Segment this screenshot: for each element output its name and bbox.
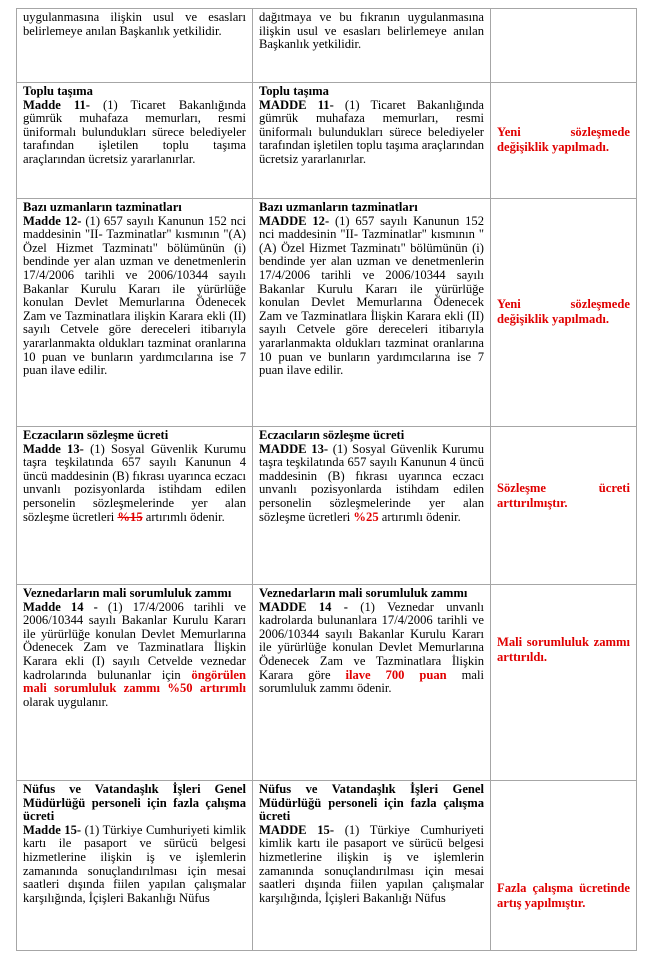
article-heading: Eczacıların sözleşme ücreti: [259, 428, 405, 442]
paragraph-end: artırımlı ödenir.: [378, 509, 461, 524]
paragraph: dağıtmaya ve bu fıkranın uygulanmasına ilişkin usul ve esasları belirlemeye anılan Başkanlık yetkilidir.: [259, 10, 484, 52]
paragraph-end: artırımlı ödenir.: [142, 509, 225, 524]
article-heading: Bazı uzmanların tazminatları: [23, 200, 182, 214]
new-text-cell: [253, 585, 491, 781]
article-number: Madde 12-: [23, 213, 82, 228]
old-text-cell: [17, 427, 253, 585]
article-number: MADDE 13-: [259, 441, 329, 456]
paragraph: (1) 657 sayılı Kanunun 152 nci maddesinin "II- Tazminatlar" kısmının "(A) Özel Hizmet Tazminatı" bölümünün (i) bendinde yer alan uzman ve denetmenlerin 17/4/2006 tarihli ve 2006/10344 sayılı Bakanlar Kurulu Kararı ile yürürlüğe konulan Devlet Memurlarına Ödenecek Zam ve Tazminatlara ilişkin Karara ekli (II) sayılı Cetvele göre dereceleri itibarıyla yararlanmakta oldukları tazminat oranlarına 10 puan ve bunların yardımcılarına ise 7 puan ilave edilir.: [23, 213, 247, 378]
old-text-cell: [17, 9, 253, 83]
article-number: MADDE 14 -: [259, 599, 348, 614]
paragraph: (1) Türkiye Cumhuriyeti kimlik kartı ile pasaport ve sürücü belgesi hizmetlerine ilişkin iş ve işlemlerin zamanında sonuçlandırılması için mesai saatleri dışında fiilen yapılan çalışmalar karşılığında, İçişleri Bakanlığı Nüfus: [259, 822, 484, 905]
note-cell: [491, 9, 637, 83]
article-heading: Eczacıların sözleşme ücreti: [23, 428, 169, 442]
change-note: Yeni sözleşmede değişiklik yapılmadı.: [497, 124, 630, 154]
paragraph-end: mali sorumluluk zammı ödenir.: [259, 667, 484, 696]
change-note: Fazla çalışma ücretinde artış yapılmıştır.: [497, 881, 630, 910]
article-number: Madde 13-: [23, 441, 84, 456]
paragraph-end: olarak uygulanır.: [23, 694, 109, 709]
new-rate: %25: [353, 509, 379, 524]
table-row: [17, 427, 637, 585]
change-note: Mali sorumluluk zammı arttırıldı.: [497, 635, 630, 664]
article-heading: Toplu taşıma: [259, 84, 329, 98]
paragraph: (1) Ticaret Bakanlığında gümrük muhafaza memurları, resmi üniformalı bulundukları sürece belediyeler tarafından işletilen toplu taşıma araçlarından ücretsiz yararlanırlar.: [259, 97, 485, 166]
comparison-table: [16, 8, 637, 951]
note-cell: [491, 199, 637, 427]
note-cell: [491, 585, 637, 781]
article-number: Madde 11-: [23, 97, 90, 112]
new-text-cell: [253, 83, 491, 199]
article-heading: Bazı uzmanların tazminatları: [259, 200, 418, 214]
table-row: [17, 199, 637, 427]
highlighted-phrase: ilave 700 puan: [345, 667, 447, 682]
paragraph: (1) 17/4/2006 tarihli ve 2006/10344 sayılı Bakanlar Kurulu Kararı ile yürürlüğe konulan Devlet Memurlarına Ödenecek Zam ve Tazminatlara İlişkin Karara ekli (I) sayılı Cetvelde veznedar kadrolarında bulunanlar için: [23, 599, 246, 682]
article-number: MADDE 11-: [259, 97, 334, 112]
table-row: [17, 9, 637, 83]
article-number: MADDE 15-: [259, 822, 335, 837]
article-heading: Toplu taşıma: [23, 84, 93, 98]
old-text-cell: [17, 781, 253, 951]
paragraph: (1) Türkiye Cumhuriyeti kimlik kartı ile pasaport ve sürücü belgesi hizmetlerine ilişkin iş ve işlemlerin zamanında sonuçlandırılması için mesai saatleri dışında fiilen yapılan çalışmalar karşılığında, İçişleri Bakanlığı Nüfus: [23, 822, 247, 905]
table-row: [17, 781, 637, 951]
new-text-cell: [253, 199, 491, 427]
paragraph: (1) Veznedar unvanlı kadrolarda bulunanlara 17/4/2006 tarihli ve 2006/10344 sayılı Bakanlar Kurulu Kararı ile yürürlüğe konulan Devlet Memurlarına Ödenecek Zam ve Tazminatlara İlişkin Karara göre: [259, 599, 484, 682]
paragraph: (1) Sosyal Güvenlik Kurumu taşra teşkilatında 657 sayılı Kanunun 4 üncü maddesinin (B) fıkrası uyarınca eczacı unvanlı pozisyonlarda istihdam edilen personelin sözleşmelerinde yer alan sözleşme ücretleri: [23, 441, 247, 524]
article-number: Madde 15-: [23, 822, 82, 837]
change-note: Sözleşme ücreti arttırılmıştır.: [497, 481, 630, 510]
old-text-cell: [17, 83, 253, 199]
article-heading: Veznedarların mali sorumluluk zammı: [259, 586, 468, 600]
new-text-cell: [253, 9, 491, 83]
paragraph: (1) 657 sayılı Kanunun 152 nci maddesinin "II- Tazminatlar" kısmının "(A) Özel Hizmet Tazminatı" bölümünün (i) bendinde yer alan uzman ve denetmenlerin 17/4/2006 tarihli ve 2006/10344 sayılı Bakanlar Kurulu Kararı ile yürürlüğe konulan Devlet Memurlarına Ödenecek Zam ve Tazminatlara İlişkin Karara ekli (II) sayılı Cetvele göre dereceleri itibarıyla yararlanmakta oldukları tazminat oranlarına 10 puan ve bunların yardımcılarına ise 7 puan ilave edilir.: [259, 213, 484, 378]
new-text-cell: [253, 781, 491, 951]
old-text-cell: [17, 199, 253, 427]
paragraph: (1) Ticaret Bakanlığında gümrük muhafaza memurları, resmi üniformalı bulundukları sürece belediyeler tarafından işletilen toplu taşıma araçlarından ücretsiz yararlanırlar.: [23, 97, 246, 166]
article-heading: Nüfus ve Vatandaşlık İşleri Genel Müdürlüğü personeli için fazla çalışma ücreti: [259, 782, 484, 824]
table-row: [17, 83, 637, 199]
old-rate: %15: [117, 509, 143, 524]
highlighted-phrase: öngörülen mali sorumluluk zammı %50 artırımlı: [23, 667, 246, 696]
new-text-cell: [253, 427, 491, 585]
old-text-cell: [17, 585, 253, 781]
note-cell: [491, 781, 637, 951]
article-number: MADDE 12-: [259, 213, 330, 228]
paragraph: (1) Sosyal Güvenlik Kurumu taşra teşkilatında 657 sayılı Kanunun 4 üncü maddesinin (B) fıkrası uyarınca eczacı unvanlı pozisyonlarda istihdam edilen personelin sözleşmelerinde yer alan sözleşme ücretleri: [259, 441, 484, 524]
note-cell: [491, 83, 637, 199]
article-heading: Veznedarların mali sorumluluk zammı: [23, 586, 232, 600]
article-heading: Nüfus ve Vatandaşlık İşleri Genel Müdürlüğü personeli için fazla çalışma ücreti: [23, 782, 246, 824]
note-cell: [491, 427, 637, 585]
paragraph: uygulanmasına ilişkin usul ve esasları belirlemeye anılan Başkanlık yetkilidir.: [23, 10, 246, 38]
change-note: Yeni sözleşmede değişiklik yapılmadı.: [497, 296, 630, 326]
article-number: Madde 14 -: [23, 599, 98, 614]
table-row: [17, 585, 637, 781]
